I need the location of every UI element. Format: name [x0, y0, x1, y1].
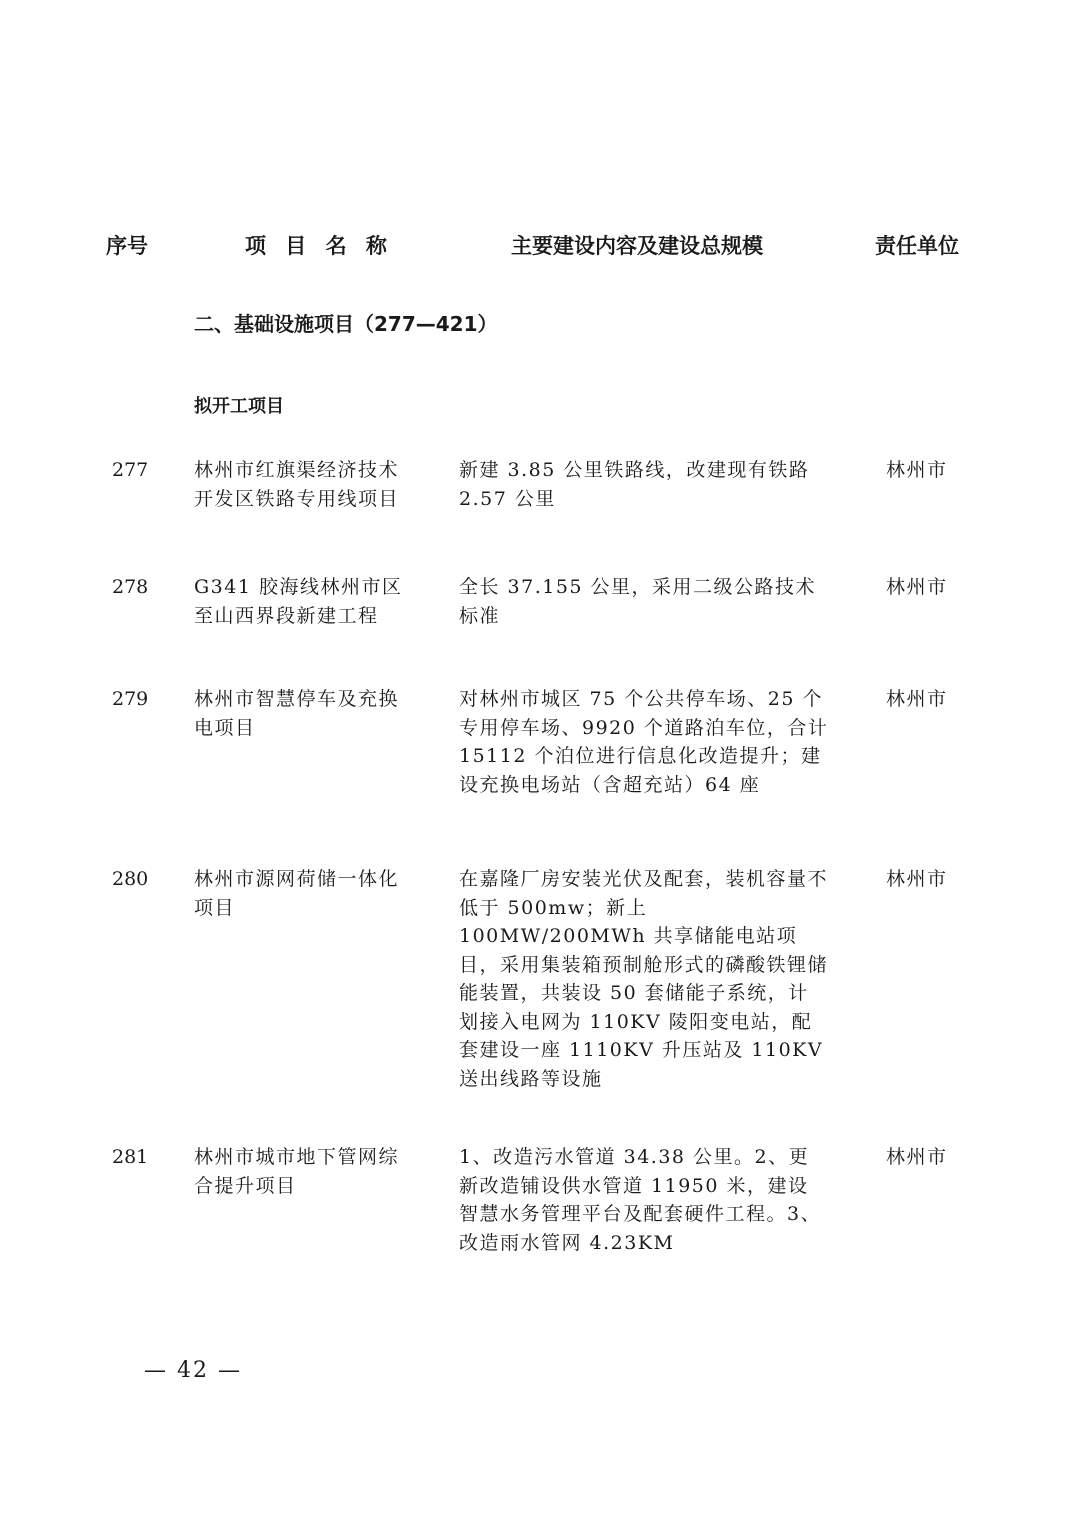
header-seq: 序号: [106, 234, 148, 258]
row-responsible-unit: 林州市: [886, 576, 948, 598]
header-project-name: 项 目 名 称: [245, 234, 393, 258]
row-construction-content: 新建 3.85 公里铁路线，改建现有铁路 2.57 公里: [459, 459, 810, 510]
row-project-name: 林州市源网荷储一体化项目: [194, 868, 400, 919]
row-seq: 278: [112, 576, 149, 598]
row-construction-content: 全长 37.155 公里，采用二级公路技术标准: [459, 576, 817, 627]
row-seq: 277: [112, 459, 149, 481]
row-seq: 279: [112, 688, 149, 710]
row-project-name: 林州市红旗渠经济技术开发区铁路专用线项目: [194, 459, 400, 510]
row-project-name: 林州市城市地下管网综合提升项目: [194, 1146, 400, 1197]
subsection-title: 拟开工项目: [194, 396, 284, 417]
row-seq: 281: [112, 1146, 149, 1168]
row-seq: 280: [112, 868, 149, 890]
table-header: [0, 226, 1080, 262]
row-project-name: G341 胶海线林州市区至山西界段新建工程: [194, 576, 403, 627]
section-title: 二、基础设施项目（277—421）: [194, 312, 498, 336]
row-responsible-unit: 林州市: [886, 1146, 948, 1168]
row-construction-content: 在嘉隆厂房安装光伏及配套，装机容量不低于 500mw；新上 100MW/200MWh 共享储能电站项目，采用集装箱预制舱形式的磷酸铁锂储能装置，共装设 50 套储能子系统，计划接入电网为 110KV 陵阳变电站，配套建设一座 1110KV 升压站及 110KV 送出线路等设施: [459, 868, 829, 1090]
row-construction-content: 对林州市城区 75 个公共停车场、25 个专用停车场、9920 个道路泊车位，合计 15112 个泊位进行信息化改造提升；建设充换电场站（含超充站）64 座: [459, 688, 829, 796]
header-construction-content: 主要建设内容及建设总规模: [511, 234, 763, 258]
row-construction-content: 1、改造污水管道 34.38 公里。2、更新改造铺设供水管道 11950 米，建设智慧水务管理平台及配套硬件工程。3、改造雨水管网 4.23KM: [459, 1146, 822, 1254]
page-number: — 42 —: [144, 1358, 242, 1383]
row-responsible-unit: 林州市: [886, 868, 948, 890]
header-responsible-unit: 责任单位: [875, 234, 959, 258]
row-project-name: 林州市智慧停车及充换电项目: [194, 688, 400, 739]
row-responsible-unit: 林州市: [886, 688, 948, 710]
row-responsible-unit: 林州市: [886, 459, 948, 481]
